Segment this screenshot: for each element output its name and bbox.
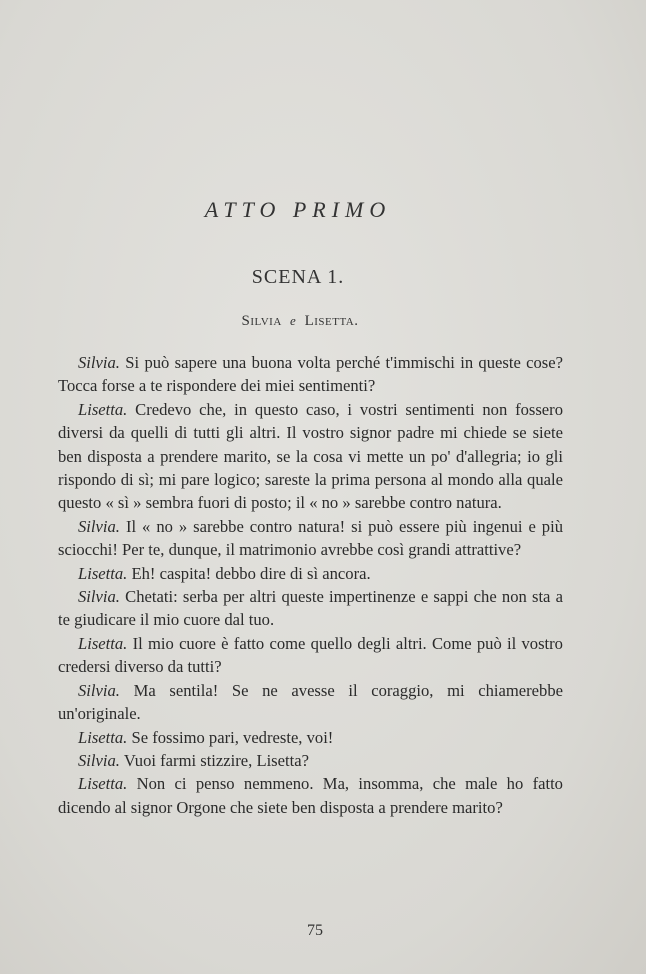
dialogue-line <box>58 749 563 772</box>
line-text: Credevo che, in questo caso, i vostri sentimenti non fossero diversi da quelli di tutti gli altri. Il vostro signor padre mi chiede se siete ben disposta a prendere marito, se la cosa vi mette un po' d'allegria; io gli rispondo di sì; mi pare logico; sareste la prima persona al mondo alla quale questo « sì » sembra fuori di posto; il « no » sarebbe contro natura. <box>58 399 563 513</box>
line-text: Ma sentila! Se ne avesse il coraggio, mi chiamerebbe un'originale. <box>58 680 563 724</box>
speaker-name: Silvia. <box>78 750 120 770</box>
speaker-name: Lisetta. <box>78 633 128 653</box>
dialogue-line <box>58 351 563 398</box>
line-text: Si può sapere una buona volta perché t'immischi in queste cose? Tocca forse a te rispondere dei miei sentimenti? <box>58 353 563 396</box>
page-number: 75 <box>307 922 323 939</box>
dialogue-line <box>58 585 563 632</box>
speaker-name: Lisetta. <box>78 727 128 747</box>
line-text: Non ci penso nemmeno. Ma, insomma, che male ho fatto dicendo al signor Orgone che siete ben disposta a prendere marito? <box>58 774 563 817</box>
speaker-name: Silvia. <box>78 353 120 372</box>
dialogue-line <box>58 398 563 515</box>
line-text: Il mio cuore è fatto come quello degli altri. Come può il vostro credersi diverso da tutti? <box>58 633 563 677</box>
dialogue-line <box>58 772 563 819</box>
scene-title: SCENA 1. <box>251 266 345 288</box>
speaker-name: Silvia. <box>78 516 120 536</box>
speaker-name: Silvia. <box>78 587 120 607</box>
speaker-name: Silvia. <box>78 680 120 700</box>
speaker-name: Lisetta. <box>78 399 128 419</box>
dialogue-line <box>58 632 563 679</box>
line-text: Eh! caspita! debbo dire di sì ancora. <box>131 563 371 583</box>
speaker-name: Lisetta. <box>78 563 128 583</box>
dialogue-line <box>58 515 563 562</box>
line-text: Chetati: serba per altri queste impertinenze e sappi che non sta a te giudicare il mio cuore dal tuo. <box>58 587 563 630</box>
dialogue-line <box>58 726 563 749</box>
character-conjunction: e <box>290 313 297 328</box>
line-text: Il « no » sarebbe contro natura! si può essere più ingenui e più sciocchi! Per te, dunque, il matrimonio avrebbe così grandi attrattive? <box>58 516 563 560</box>
dialogue-line <box>58 562 563 585</box>
speaker-name: Lisetta. <box>78 774 128 794</box>
scene-characters <box>0 313 600 330</box>
line-text: Vuoi farmi stizzire, Lisetta? <box>123 750 309 770</box>
dialogue-line <box>58 679 563 726</box>
character-name: Silvia <box>241 313 282 329</box>
dialogue-body <box>58 351 563 819</box>
line-text: Se fossimo pari, vedreste, voi! <box>131 727 334 747</box>
character-name: Lisetta. <box>304 313 359 329</box>
act-title: ATTO PRIMO <box>204 197 392 222</box>
